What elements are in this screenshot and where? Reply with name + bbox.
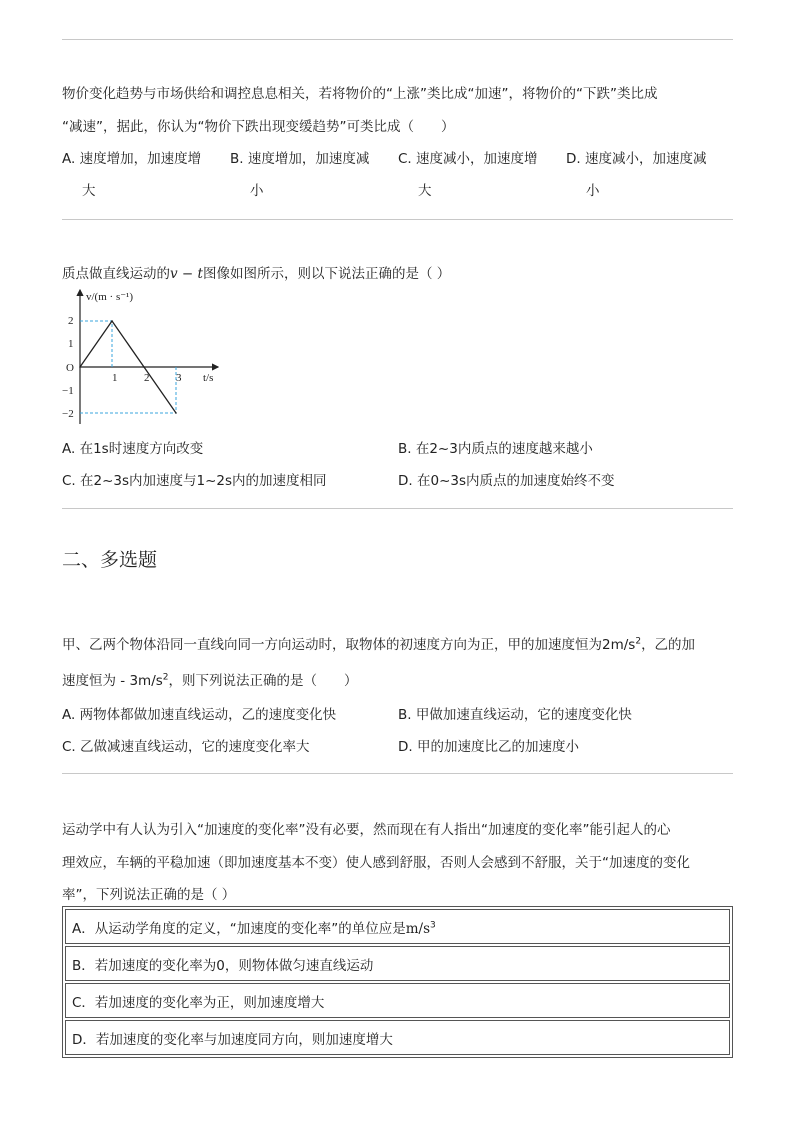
q3-option-b[interactable]: B. 甲做加速直线运动，它的速度变化快 [398,707,632,723]
q4-option-b[interactable]: B．若加速度的变化率为0，则物体做匀速直线运动 [65,946,730,981]
series-point-1 [111,320,113,322]
q4-options-table [62,906,733,1058]
q4-option-d[interactable]: D．若加速度的变化率与加速度同方向，则加速度增大 [65,1020,730,1055]
q4-stem-line-2: 理效应，车辆的平稳加速（即加速度基本不变）使人感到舒服，否则人会感到不舒服，关于“加速度的变化 [62,855,690,871]
q2-stem-after: 图像如图所示，则以下说法正确的是（ ） [202,266,451,282]
q1-option-d-line-2: 小 [586,183,600,199]
q3-line1-text-a: 甲、乙两个物体沿同一直线向同一方向运动时，取物体的初速度方向为正，甲的加速度恒为2m/s [62,637,636,653]
x-tick-1: 1 [112,372,118,384]
q4-option-row-d[interactable] [65,1020,730,1055]
y-tick-1: 1 [68,338,74,350]
q3-option-a[interactable]: A. 两物体都做加速直线运动，乙的速度变化快 [62,707,337,723]
q1-option-b-line-1: B. 速度增加，加速度减 [230,151,370,167]
q4-option-row-b[interactable] [65,946,730,981]
divider-q2-section [62,508,733,509]
series-point-3 [175,412,177,414]
q3-option-d[interactable]: D. 甲的加速度比乙的加速度小 [398,739,579,755]
q4-option-a-unit: m/s [405,920,431,937]
q2-stem [62,262,450,282]
section-title: 二、多选题 [62,549,158,571]
q4-option-row-a[interactable] [65,909,730,944]
divider-q3-q4 [62,773,733,774]
q3-line2-text-a: 速度恒为 - 3m/s [62,673,163,689]
q4-stem-line-1: 运动学中有人认为引入“加速度的变化率”没有必要，然而现在有人指出“加速度的变化率”能引起人的心 [62,822,671,838]
x-tick-3: 3 [176,372,182,384]
x-axis-label: t/s [203,372,214,384]
q2-stem-math: v − t [170,266,203,282]
q4-option-a-sup: 3 [430,920,436,930]
q2-option-b[interactable]: B. 在2~3内质点的速度越来越小 [398,441,593,457]
q3-line2-sup: 2 [162,672,169,683]
q1-stem-line-2: “减速”，据此，你认为“物价下跌出现变缓趋势”可类比成（ ） [62,119,455,135]
q1-option-c-line-1: C. 速度减小，加速度增 [398,151,538,167]
q1-stem-line-1: 物价变化趋势与市场供给和调控息息相关，若将物价的“上涨”类比成“加速”，将物价的“下跌”类比成 [62,86,658,102]
q3-line1-sup: 2 [635,636,642,647]
q1-option-b[interactable] [230,147,369,199]
q1-option-b-line-2: 小 [250,183,264,199]
q1-option-d-line-1: D. 速度减小，加速度减 [566,151,707,167]
q1-option-a-line-1: A. 速度增加，加速度增 [62,151,202,167]
q1-option-d[interactable] [566,147,706,199]
y-axis-label: v/(m · s⁻¹) [86,291,133,303]
q3-stem-line-1 [62,633,695,653]
divider-top [62,39,733,40]
vt-graph [60,284,230,428]
q2-stem-before: 质点做直线运动的 [62,266,170,282]
q1-option-c[interactable] [398,147,538,199]
y-tick-neg-2: −2 [62,408,74,420]
origin-label: O [66,362,74,374]
q1-option-a-line-2: 大 [82,183,96,199]
q1-option-c-line-2: 大 [418,183,432,199]
divider-q1-q2 [62,219,733,220]
q4-stem-line-3: 率”，下列说法正确的是（ ） [62,887,236,903]
q4-option-a-text: A．从运动学角度的定义，“加速度的变化率”的单位应是 [72,920,406,937]
q2-option-c[interactable]: C. 在2~3s内加速度与1~2s内的加速度相同 [62,473,327,489]
q1-option-a[interactable] [62,147,201,199]
q4-option-c[interactable]: C．若加速度的变化率为正，则加速度增大 [65,983,730,1018]
series-point-2 [143,366,145,368]
q4-option-row-c[interactable] [65,983,730,1018]
q3-option-c[interactable]: C. 乙做减速直线运动，它的速度变化率大 [62,739,310,755]
q4-option-a[interactable] [65,909,730,944]
q2-option-a[interactable]: A. 在1s时速度方向改变 [62,441,204,457]
q3-stem-line-2 [62,669,358,689]
q3-line2-text-b: ，则下列说法正确的是（ ） [168,673,358,689]
y-tick-2: 2 [68,315,74,327]
series-point-0 [79,366,81,368]
y-tick-neg-1: −1 [62,385,74,397]
q3-line1-text-b: ，乙的加 [641,637,696,653]
q2-option-d[interactable]: D. 在0~3s内质点的加速度始终不变 [398,473,615,489]
x-tick-2: 2 [144,372,150,384]
